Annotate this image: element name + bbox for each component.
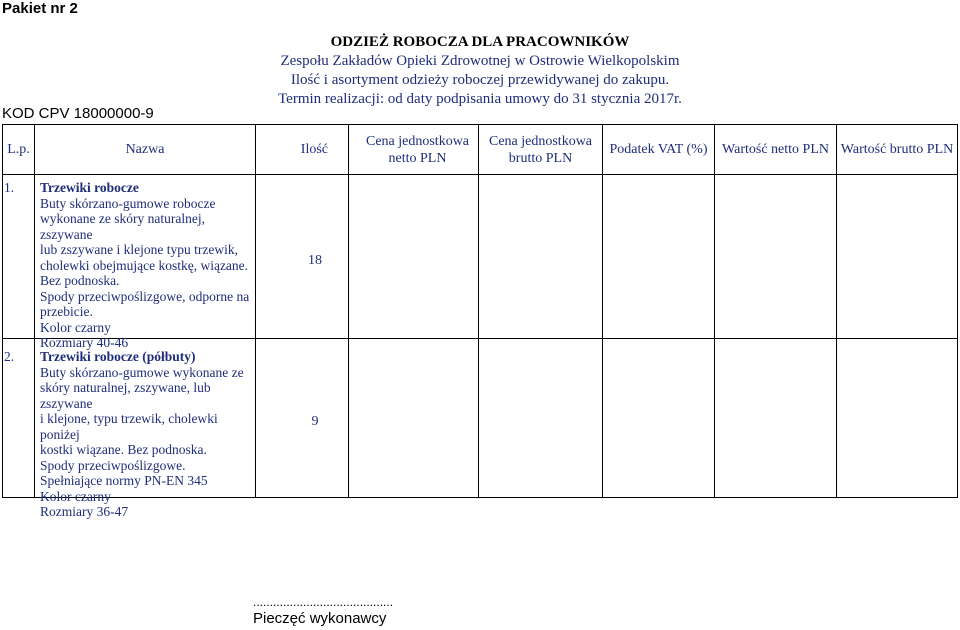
cpv-code: KOD CPV 18000000-9 — [2, 105, 154, 122]
header-line-2: Ilość i asortyment odzieży roboczej przewidywanej do zakupu. — [290, 72, 670, 88]
row-1-desc-line: lub zszywane i klejone typu trzewik, — [40, 242, 238, 257]
row-1-qty: 18 — [308, 253, 322, 268]
row-2-name-cell — [40, 349, 255, 520]
col-divider-value-net — [836, 124, 837, 498]
package-label: Pakiet nr 2 — [2, 0, 78, 17]
col-header-name: Nazwa — [125, 142, 165, 157]
header-line-1: Zespołu Zakładów Opieki Zdrowotnej w Ostrowie Wielkopolskim — [280, 53, 680, 69]
col-header-unit-net: Cena jednostkowa netto PLN — [365, 133, 470, 166]
row-1-desc-line: Bez podnoska. — [40, 273, 120, 288]
row-2-desc-line: kostki wiązane. Bez podnoska. — [40, 442, 207, 457]
row-2-desc-line: Spody przeciwpoślizgowe. — [40, 457, 186, 473]
row-2-desc-line: skóry naturalnej, zszywane, lub zszywane — [40, 380, 211, 411]
row-2-desc-line: Kolor czarny — [40, 488, 111, 504]
row-2-desc-line: i klejone, typu trzewik, cholewki poniżej — [40, 411, 218, 442]
col-divider-qty — [348, 124, 349, 498]
stamp-dots: .......................................... — [253, 595, 394, 609]
row-2-name: Trzewiki robocze (półbuty) — [40, 349, 196, 364]
row-1-desc-line: Kolor czarny — [40, 319, 111, 335]
header-divider — [2, 174, 958, 175]
row-1-desc-line: Spody przeciwpoślizgowe, odporne na — [40, 288, 250, 304]
row-1-lp: 1. — [4, 180, 15, 195]
row-1-desc-line: przebicie. — [40, 304, 93, 319]
document-header — [265, 33, 695, 109]
table-border-right — [957, 124, 958, 498]
col-divider-unit-gross — [602, 124, 603, 498]
price-table — [2, 124, 958, 519]
header-line-3: Termin realizacji: od daty podpisania umowy do 31 stycznia 2017r. — [278, 91, 682, 107]
col-header-lp: L.p. — [7, 142, 30, 157]
col-divider-lp — [34, 124, 35, 498]
col-header-vat: Podatek VAT (%) — [609, 142, 708, 157]
row-1-desc-line: cholewki obejmujące kostkę, wiązane. — [40, 257, 249, 273]
col-header-qty: Ilość — [300, 142, 328, 157]
row-2-desc-line: Spełniające normy PN-EN 345 — [40, 473, 208, 488]
row-1-name: Trzewiki robocze — [40, 180, 139, 195]
col-header-value-net: Wartość netto PLN — [722, 142, 829, 157]
table-border-left — [2, 124, 3, 498]
row-1-desc-line: Rozmiary 40-46 — [40, 335, 129, 350]
col-divider-vat — [714, 124, 715, 498]
row-2-lp: 2. — [4, 349, 15, 364]
row-1-name-cell — [40, 180, 255, 351]
row-2-desc-line: Buty skórzano-gumowe wykonane ze — [40, 364, 244, 380]
col-header-unit-gross: Cena jednostkowa brutto PLN — [488, 133, 593, 166]
row-2-desc-line: Rozmiary 36-47 — [40, 504, 129, 519]
row-1-desc-line: wykonane ze skóry naturalnej, zszywane — [40, 211, 205, 242]
col-divider-unit-net — [478, 124, 479, 498]
stamp-label: Pieczęć wykonawcy — [253, 610, 387, 627]
row-1-desc-line: Buty skórzano-gumowe robocze — [40, 195, 216, 211]
row-2-qty: 9 — [311, 414, 319, 429]
col-divider-name — [255, 124, 256, 498]
col-header-value-gross: Wartość brutto PLN — [840, 142, 954, 157]
document-title: ODZIEŻ ROBOCZA DLA PRACOWNIKÓW — [330, 34, 630, 50]
